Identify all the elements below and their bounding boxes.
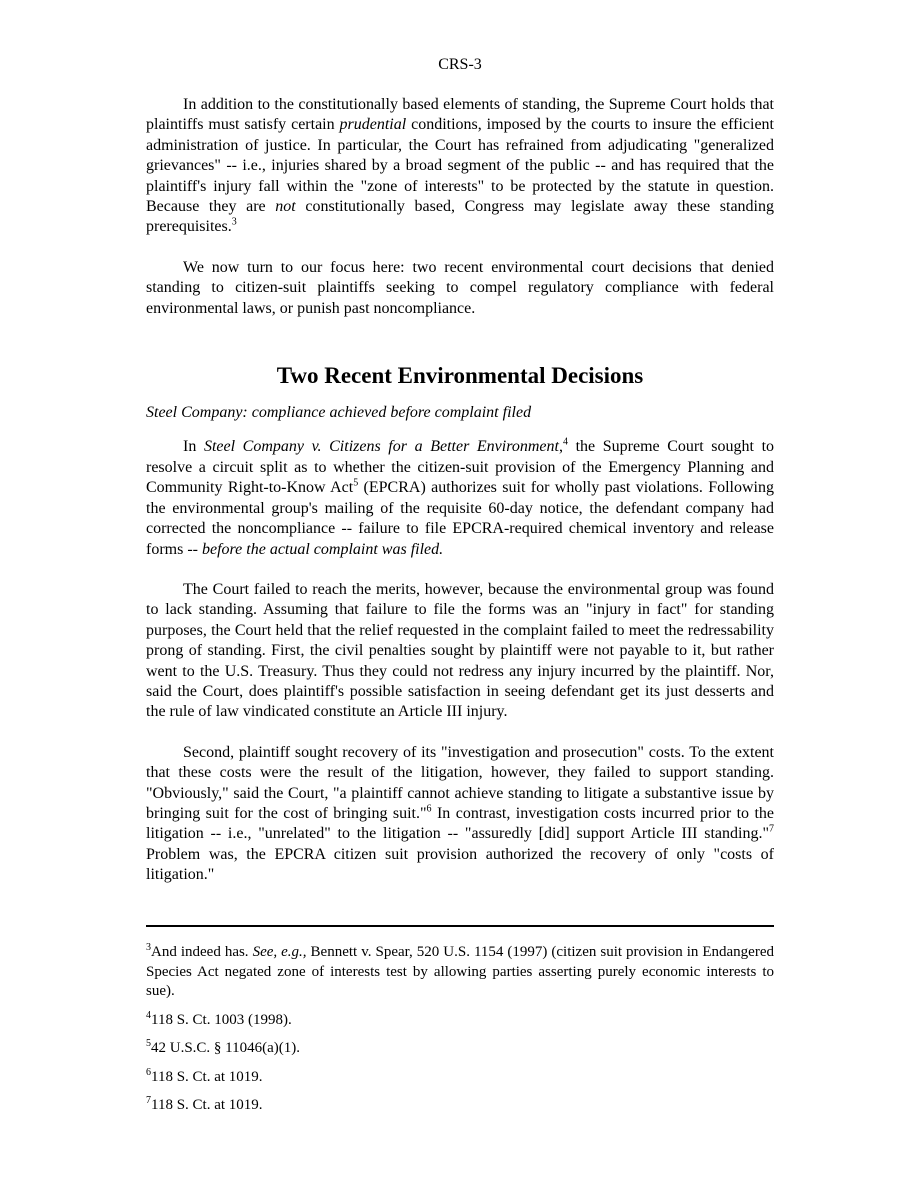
footnote-ref[interactable]: 7 — [769, 824, 774, 836]
page-number-header: CRS-3 — [438, 56, 482, 73]
italic-span: prudential — [339, 116, 407, 134]
text-span: And indeed has. — [151, 944, 253, 960]
text-span: Problem was, the EPCRA citizen suit provision authorized the recovery of only "costs of litigation." — [146, 845, 774, 884]
case-name: Steel Company v. Citizens for a Better Environment — [203, 438, 559, 456]
document-body — [146, 95, 774, 886]
text-span: In addition to the constitutionally based elements of standing, the Supreme Court holds that plaintiffs must satisfy certain — [146, 96, 774, 134]
text-span: Bennett v. Spear, 520 U.S. 1154 (1997) (citizen suit provision in Endangered Species Act negated zone of interests test by allowing parties asserting purely economic interests to sue). — [146, 944, 774, 999]
subheading: Steel Company: compliance achieved before complaint filed — [146, 404, 532, 422]
paragraph-focus: We now turn to our focus here: two recent environmental court decisions that denied standing to citizen-suit plaintiffs seeking to compel regulatory compliance with federal environmental laws, or punish past noncompliance. — [146, 258, 774, 317]
paragraph-costs — [146, 743, 774, 886]
text-span: In — [183, 438, 204, 456]
text-span: the Supreme Court sought to resolve a circuit split as to whether the citizen-suit provision of the Emergency Planning and Community Right-to-Know Act — [146, 438, 775, 497]
text-span: , — [558, 438, 563, 456]
italic-span: See, e.g., — [252, 944, 307, 960]
text-span: (EPCRA) authorizes suit for wholly past violations. Following the environmental group's mailing of the requisite 60-day notice, the defendant company had corrected the noncompliance -- failure to file EPCRA-required chemical inventory and release forms -- — [146, 479, 774, 558]
footnote-number: 3 — [146, 942, 151, 953]
italic-span: not — [275, 198, 296, 216]
footnote-number: 6 — [146, 1066, 151, 1078]
text-span: 118 S. Ct. 1003 (1998). — [151, 1011, 292, 1028]
footnote-4 — [146, 1011, 774, 1031]
text-span: 118 S. Ct. at 1019. — [151, 1097, 263, 1113]
paragraph-redressability: The Court failed to reach the merits, however, because the environmental group was found to lack standing. Assuming that failure to file the forms was an "injury in fact" for standing purposes, the Court held that the relief requested in the complaint failed to meet the redressability prong of standing. First, the civil penalties sought by plaintiff were not payable to it, but rather went to the U.S. Treasury. Thus they could not redress any injury incurred by the plaintiff. Nor, said the Court, does plaintiff's possible satisfaction in seeing defendant get its just desserts and the rule of law vindicated constitute an Article III injury. — [146, 580, 774, 721]
paragraph-steel-company — [146, 437, 774, 559]
text-span: In contrast, investigation costs incurred prior to the litigation -- i.e., "unrelated" to the litigation -- "assuredly [did] support Article III standing." — [146, 804, 775, 843]
footnote-number: 4 — [146, 1009, 151, 1021]
section-title: Two Recent Environmental Decisions — [276, 363, 644, 389]
footnote-ref[interactable]: 6 — [426, 803, 432, 815]
footnote-5 — [146, 1039, 774, 1059]
footnote-3 — [146, 943, 774, 1002]
footnote-ref[interactable]: 5 — [353, 477, 359, 489]
text-span: 42 U.S.C. § 11046(a)(1). — [151, 1040, 301, 1056]
footnote-ref[interactable]: 4 — [562, 437, 568, 449]
footnote-6 — [146, 1068, 774, 1088]
footnote-divider — [146, 925, 774, 927]
italic-span: before the actual complaint was filed. — [201, 540, 444, 558]
footnote-ref[interactable]: 3 — [231, 217, 237, 229]
paragraph-prudential-standing — [146, 95, 774, 238]
text-span: conditions, imposed by the courts to insure the efficient administration of justice. In particular, the Court has refrained from adjudicating "generalized grievances" -- i.e., injuries shared by a broad segment of the public -- and has required that the plaintiff's injury fall within the "zone of interests" to be protected by the statute in question. Because they are — [146, 116, 775, 216]
footnote-number: 5 — [146, 1038, 151, 1049]
text-span: 118 S. Ct. at 1019. — [151, 1068, 263, 1085]
footnote-7 — [146, 1096, 774, 1116]
footnote-number: 7 — [146, 1095, 151, 1106]
text-span: Second, plaintiff sought recovery of its "investigation and prosecution" costs. To the extent that these costs were the result of the litigation, however, they failed to support standing. "Obviously," said the Court, "a plaintiff cannot achieve standing to litigate a substantive issue by bringing suit for the cost of bringing suit." — [146, 743, 774, 822]
text-span: constitutionally based, Congress may legislate away these standing prerequisites. — [146, 198, 774, 236]
footnotes — [146, 943, 774, 1125]
